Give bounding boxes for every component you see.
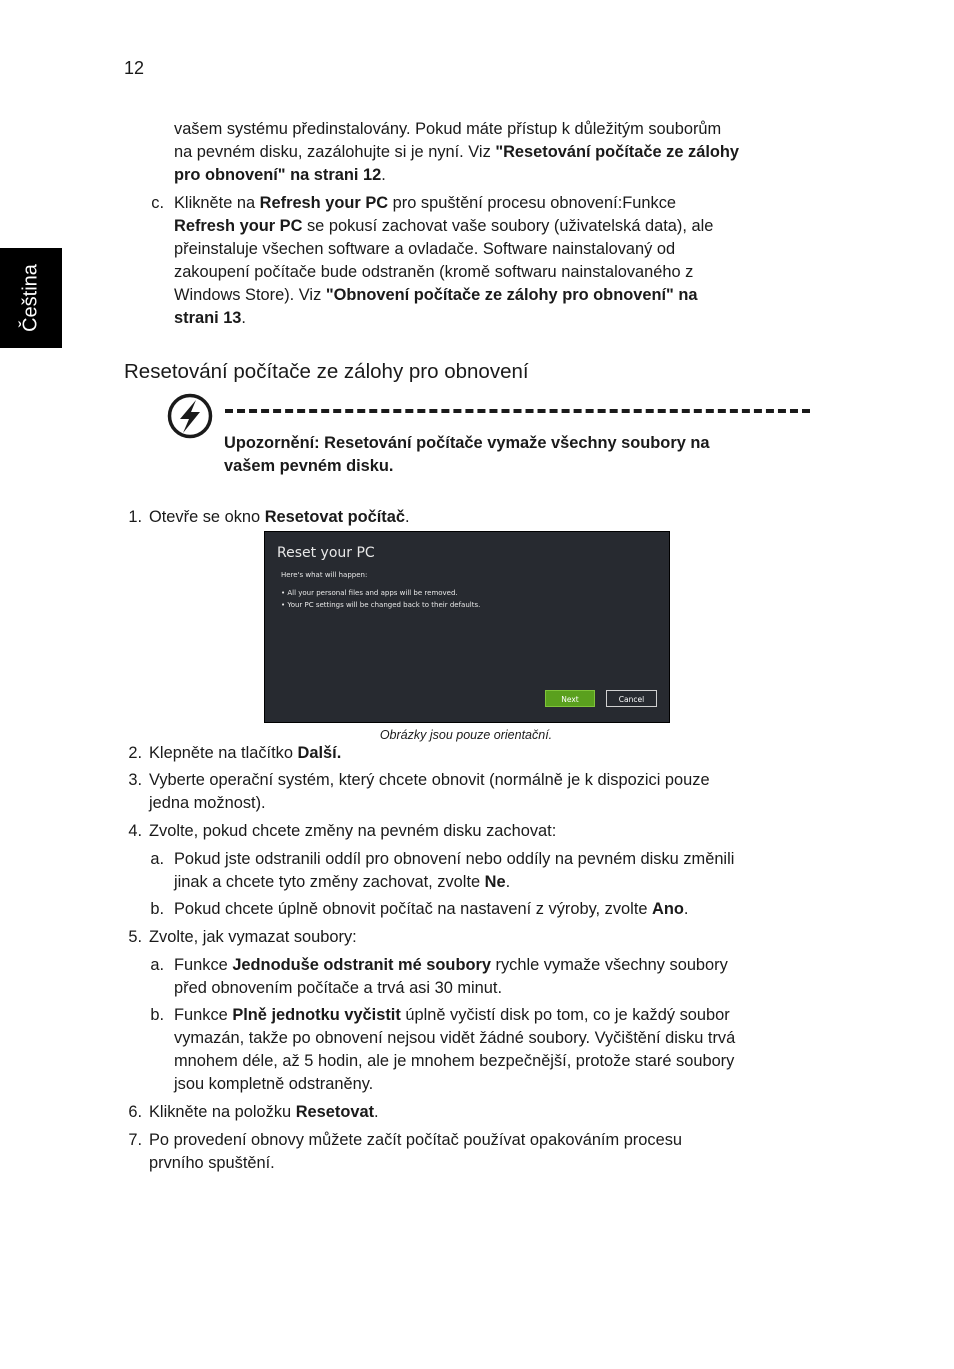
cancel-button[interactable]: Cancel (606, 690, 657, 707)
reset-pc-screenshot (264, 531, 670, 723)
step-5a-text (174, 954, 814, 1000)
next-button[interactable]: Next (545, 690, 595, 707)
step-number-1: 1. (128, 508, 142, 526)
step-3-line: jedna možnost). (149, 794, 266, 812)
step-3-text (149, 769, 814, 815)
list-marker-4a: a. (150, 850, 164, 868)
item-c-text: zakoupení počítače bude odstraněn (kromě softwaru nainstalovaného z (174, 263, 694, 281)
warning-line: Upozornění: Resetování počítače vymaže všechny soubory na (224, 434, 710, 452)
screenshot-title: Reset your PC (277, 545, 375, 561)
step-2-text (149, 742, 341, 765)
step-6-period: . (374, 1103, 379, 1121)
step-5a-line: rychle vymaže všechny soubory (490, 956, 728, 974)
step-number-2: 2. (128, 744, 142, 762)
step-4b-period: . (683, 900, 689, 918)
item-c-bold: Refresh your PC (259, 194, 389, 212)
step-5b-line: úplně vyčistí disk po tom, co je každý soubor (400, 1006, 730, 1024)
step-1-text (149, 506, 410, 529)
step-6-bold: Resetovat (295, 1103, 375, 1121)
step-number-6: 6. (128, 1103, 142, 1121)
lightning-warning-icon (166, 392, 214, 440)
step-5b-text (174, 1004, 814, 1096)
item-c-text: přeinstaluje všechen software a ovladače. Software nainstalovaný od (174, 240, 676, 258)
language-label: Čeština (19, 264, 42, 332)
item-c-bold: Refresh your PC (174, 217, 303, 235)
step-5b-line: vymazán, takže po obnovení nejsou vidět žádné soubory. Vyčištění disku trvá (174, 1029, 736, 1047)
step-1-bold: Resetovat počítač (264, 508, 405, 526)
step-6-text (149, 1101, 379, 1124)
step-number-7: 7. (128, 1131, 142, 1149)
intro-reference-cont: pro obnovení" na strani 12 (174, 166, 382, 184)
language-side-tab (0, 248, 62, 348)
step-5b-line: Funkce (174, 1006, 233, 1024)
intro-paragraph (174, 118, 814, 187)
item-c-text: se pokusí zachovat vaše soubory (uživatelská data), ale (302, 217, 714, 235)
step-4a-text (174, 848, 814, 894)
step-5-text: Zvolte, jak vymazat soubory: (149, 928, 357, 946)
step-4a-line: Pokud jste odstranili oddíl pro obnovení nebo oddíly na pevném disku změnili (174, 850, 735, 868)
step-5b-line: jsou kompletně odstraněny. (174, 1075, 374, 1093)
item-c-reference: "Obnovení počítače ze zálohy pro obnovení" na (325, 286, 698, 304)
step-5a-line: Funkce (174, 956, 233, 974)
section-heading: Resetování počítače ze zálohy pro obnovení (124, 360, 529, 383)
step-6-part: Klikněte na položku (149, 1103, 296, 1121)
item-c-period: . (241, 309, 246, 327)
intro-period: . (381, 166, 386, 184)
step-number-4: 4. (128, 822, 142, 840)
warning-text (224, 432, 814, 478)
step-4b-line: Pokud chcete úplně obnovit počítač na nastavení z výroby, zvolte (174, 900, 653, 918)
step-5a-line: před obnovením počítače a trvá asi 30 minut. (174, 979, 502, 997)
step-4a-bold: Ne (484, 873, 506, 891)
step-4-text: Zvolte, pokud chcete změny na pevném disku zachovat: (149, 822, 557, 840)
step-1-period: . (404, 508, 410, 526)
page-number: 12 (124, 58, 145, 78)
step-5b-line: mnohem déle, až 5 hodin, ale je mnohem bezpečnější, protože staré soubory (174, 1052, 735, 1070)
list-marker-5a: a. (150, 956, 164, 974)
step-4a-line: jinak a chcete tyto změny zachovat, zvolte (174, 873, 485, 891)
intro-reference: "Resetování počítače ze zálohy (495, 143, 740, 161)
step-7-line: Po provedení obnovy můžete začít počítač používat opakováním procesu (149, 1131, 683, 1149)
intro-line: vašem systému předinstalovány. Pokud máte přístup k důležitým souborům (174, 120, 722, 138)
item-c-text: Klikněte na (174, 194, 260, 212)
list-marker-5b: b. (150, 1006, 164, 1024)
step-1-part: Otevře se okno (149, 508, 265, 526)
item-c-text: Windows Store). Viz (174, 286, 326, 304)
screenshot-bullet: • Your PC settings will be changed back to their defaults. (281, 601, 481, 609)
step-7-line: prvního spuštění. (149, 1154, 275, 1172)
step-4a-period: . (505, 873, 511, 891)
step-3-line: Vyberte operační systém, který chcete obnovit (normálně je k dispozici pouze (149, 771, 710, 789)
step-4b-text (174, 898, 814, 921)
step-7-text (149, 1129, 814, 1175)
item-c-paragraph (174, 192, 814, 330)
step-2-part: Klepněte na tlačítko (149, 744, 298, 762)
item-c-text: pro spuštění procesu obnovení:Funkce (388, 194, 677, 212)
step-number-3: 3. (128, 771, 142, 789)
step-5b-bold: Plně jednotku vyčistit (232, 1006, 401, 1024)
list-marker-c: c. (151, 194, 164, 212)
step-2-bold: Další. (297, 744, 342, 762)
list-marker-4b: b. (150, 900, 164, 918)
step-4b-bold: Ano (652, 900, 684, 918)
intro-text: na pevném disku, zazálohujte si je nyní. Viz (174, 143, 496, 161)
screenshot-bullet: • All your personal files and apps will be removed. (281, 589, 458, 597)
warning-line: vašem pevném disku. (224, 457, 394, 475)
item-c-reference-cont: strani 13 (174, 309, 242, 327)
warning-divider (225, 409, 810, 413)
step-number-5: 5. (128, 928, 142, 946)
screenshot-subtitle: Here's what will happen: (281, 571, 368, 579)
step-5a-bold: Jednoduše odstranit mé soubory (232, 956, 491, 974)
image-caption: Obrázky jsou pouze orientační. (379, 728, 553, 742)
